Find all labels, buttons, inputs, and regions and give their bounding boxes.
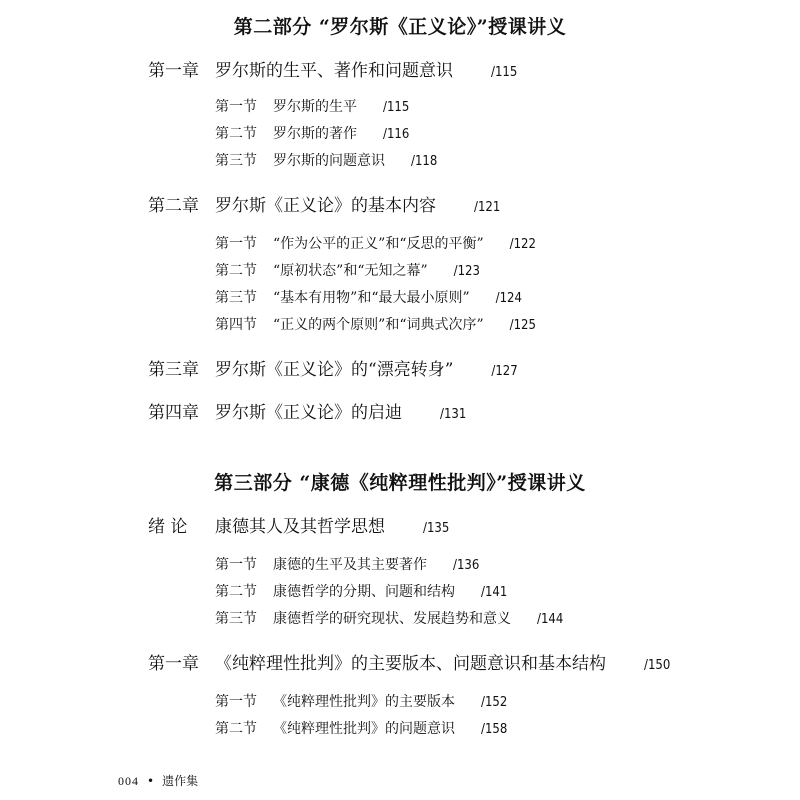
- section-page: /152: [481, 695, 508, 710]
- book-title: 遗作集: [162, 774, 199, 788]
- section-title: 罗尔斯的问题意识: [273, 153, 385, 169]
- section-page: /118: [411, 154, 438, 169]
- section-title: 康德哲学的研究现状、发展趋势和意义: [273, 611, 511, 627]
- section-page: /123: [453, 264, 480, 279]
- section-number: 第一节: [215, 99, 257, 115]
- chapter-entry[interactable]: [148, 355, 518, 380]
- section-number: 第三节: [215, 153, 257, 169]
- chapter-title: 罗尔斯《正义论》的启迪: [215, 403, 402, 423]
- section-entry[interactable]: [215, 691, 507, 711]
- chapter-number: 第四章: [148, 403, 199, 423]
- section-entry[interactable]: [215, 608, 563, 628]
- chapter-title: 《纯粹理性批判》的主要版本、问题意识和基本结构: [215, 654, 606, 674]
- chapter-number: 绪 论: [148, 517, 188, 537]
- section-title: 罗尔斯的著作: [273, 126, 357, 142]
- section-entry[interactable]: [215, 123, 409, 143]
- chapter-page: /127: [491, 364, 518, 379]
- section-title: 《纯粹理性批判》的主要版本: [273, 694, 455, 710]
- section-number: 第二节: [215, 126, 257, 142]
- section-entry[interactable]: [215, 718, 507, 738]
- section-number: 第四节: [215, 317, 257, 333]
- section-entry[interactable]: [215, 260, 480, 280]
- chapter-title: 罗尔斯的生平、著作和问题意识: [215, 61, 453, 81]
- section-title: “正义的两个原则”和“词典式次序”: [273, 317, 484, 333]
- section-entry[interactable]: [215, 96, 409, 116]
- folio-number: 004: [118, 774, 139, 788]
- section-page: /136: [453, 558, 480, 573]
- section-page: /116: [383, 127, 410, 142]
- section-title: “原初状态”和“无知之幕”: [273, 263, 428, 279]
- section-entry[interactable]: [215, 314, 536, 334]
- section-page: /141: [481, 585, 508, 600]
- section-page: /122: [509, 237, 536, 252]
- section-title: 《纯粹理性批判》的问题意识: [273, 721, 455, 737]
- chapter-entry[interactable]: [148, 398, 466, 423]
- section-page: /144: [537, 612, 564, 627]
- section-page: /125: [509, 318, 536, 333]
- section-number: 第一节: [215, 236, 257, 252]
- chapter-page: /115: [491, 65, 518, 80]
- section-number: 第一节: [215, 694, 257, 710]
- section-entry[interactable]: [215, 287, 522, 307]
- chapter-title: 罗尔斯《正义论》的“漂亮转身”: [215, 360, 454, 380]
- section-entry[interactable]: [215, 233, 536, 253]
- chapter-number: 第一章: [148, 654, 199, 674]
- chapter-entry[interactable]: [148, 649, 670, 674]
- section-title: 康德哲学的分期、问题和结构: [273, 584, 455, 600]
- chapter-page: /150: [644, 658, 671, 673]
- section-number: 第三节: [215, 611, 257, 627]
- section-page: /158: [481, 722, 508, 737]
- part-title: 第二部分 “罗尔斯《正义论》”授课讲义: [233, 16, 567, 38]
- section-number: 第一节: [215, 557, 257, 573]
- chapter-title: 康德其人及其哲学思想: [215, 517, 385, 537]
- section-entry[interactable]: [215, 554, 479, 574]
- chapter-entry[interactable]: [148, 191, 500, 216]
- page-footer: [118, 772, 198, 789]
- part-title: 第三部分 “康德《纯粹理性批判》”授课讲义: [214, 472, 586, 494]
- section-page: /124: [495, 291, 522, 306]
- footer-separator: •: [147, 774, 155, 788]
- chapter-entry[interactable]: [148, 56, 517, 81]
- section-title: 康德的生平及其主要著作: [273, 557, 427, 573]
- section-number: 第三节: [215, 290, 257, 306]
- chapter-entry[interactable]: [148, 512, 449, 537]
- section-number: 第二节: [215, 263, 257, 279]
- chapter-page: /131: [440, 407, 467, 422]
- section-number: 第二节: [215, 584, 257, 600]
- section-number: 第二节: [215, 721, 257, 737]
- chapter-page: /135: [423, 521, 450, 536]
- chapter-number: 第三章: [148, 360, 199, 380]
- chapter-number: 第一章: [148, 61, 199, 81]
- section-entry[interactable]: [215, 581, 507, 601]
- section-title: 罗尔斯的生平: [273, 99, 357, 115]
- chapter-title: 罗尔斯《正义论》的基本内容: [215, 196, 436, 216]
- section-page: /115: [383, 100, 410, 115]
- chapter-number: 第二章: [148, 196, 199, 216]
- chapter-page: /121: [474, 200, 501, 215]
- section-title: “基本有用物”和“最大最小原则”: [273, 290, 470, 306]
- section-title: “作为公平的正义”和“反思的平衡”: [273, 236, 484, 252]
- section-entry[interactable]: [215, 150, 437, 170]
